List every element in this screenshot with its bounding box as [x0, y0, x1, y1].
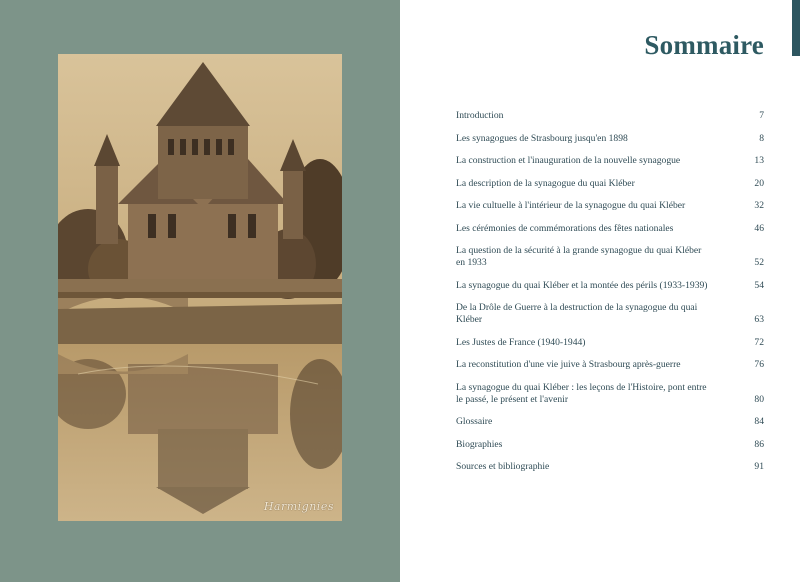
toc-entry-label: Biographies	[456, 438, 503, 450]
photographer-signature: Harmignies	[263, 500, 334, 513]
toc-entry-page: 20	[754, 177, 764, 189]
toc-entry-page: 86	[754, 438, 764, 450]
toc-entry[interactable]	[456, 461, 764, 473]
toc-entry-label: De la Drôle de Guerre à la destruction de la synagogue du quai Kléber	[456, 302, 698, 325]
table-of-contents	[456, 110, 764, 484]
toc-entry-label: La synagogue du quai Kléber : les leçons de l'Histoire, pont entre le passé, le présent et l'avenir	[456, 381, 707, 405]
toc-entry[interactable]	[456, 302, 764, 326]
toc-entry[interactable]	[456, 359, 764, 371]
toc-entry-label: Glossaire	[456, 416, 493, 427]
toc-entry-page: 54	[754, 279, 764, 291]
toc-entry-page: 76	[754, 359, 764, 370]
toc-entry[interactable]	[456, 110, 764, 122]
toc-entry-page: 72	[754, 336, 764, 348]
toc-entry-page: 84	[754, 416, 764, 427]
toc-entry-label: Les cérémonies de commémorations des fêtes nationales	[456, 222, 674, 234]
toc-entry[interactable]	[456, 416, 764, 428]
toc-entry[interactable]	[456, 200, 764, 212]
toc-entry-page: 63	[754, 314, 764, 325]
page-title: Sommaire	[644, 30, 764, 60]
toc-entry-label: Les synagogues de Strasbourg jusqu'en 1898	[456, 132, 628, 144]
toc-entry[interactable]	[456, 155, 764, 167]
toc-entry-label: La reconstitution d'une vie juive à Strasbourg après-guerre	[456, 359, 681, 370]
synagogue-illustration	[58, 54, 342, 521]
toc-entry-page: 7	[759, 110, 764, 121]
toc-entry-label: La description de la synagogue du quai Kléber	[456, 177, 635, 189]
right-page	[400, 0, 800, 582]
page-edge-tab	[792, 0, 800, 56]
toc-entry-page: 13	[754, 155, 764, 166]
toc-entry-page: 91	[754, 461, 764, 472]
toc-entry[interactable]	[456, 133, 764, 145]
toc-entry-label: La construction et l'inauguration de la nouvelle synagogue	[456, 155, 681, 166]
toc-entry-page: 8	[759, 132, 764, 144]
synagogue-photo	[58, 54, 342, 521]
toc-entry[interactable]	[456, 382, 764, 406]
toc-entry-label: Introduction	[456, 110, 504, 121]
toc-entry-page: 32	[754, 200, 764, 211]
toc-entry[interactable]	[456, 337, 764, 349]
toc-entry-label: La vie cultuelle à l'intérieur de la synagogue du quai Kléber	[456, 200, 686, 211]
toc-entry-label: La question de la sécurité à la grande synagogue du quai Kléber en 1933	[456, 245, 702, 268]
toc-entry[interactable]	[456, 280, 764, 292]
toc-entry-label: Sources et bibliographie	[456, 461, 550, 472]
toc-entry-label: La synagogue du quai Kléber et la montée des périls (1933-1939)	[456, 279, 708, 291]
toc-entry[interactable]	[456, 178, 764, 190]
toc-entry-label: Les Justes de France (1940-1944)	[456, 336, 586, 348]
toc-entry-page: 52	[754, 257, 764, 268]
toc-entry[interactable]	[456, 223, 764, 235]
toc-entry-page: 80	[754, 393, 764, 405]
toc-entry[interactable]	[456, 245, 764, 269]
toc-entry-page: 46	[754, 222, 764, 234]
toc-entry[interactable]	[456, 439, 764, 451]
